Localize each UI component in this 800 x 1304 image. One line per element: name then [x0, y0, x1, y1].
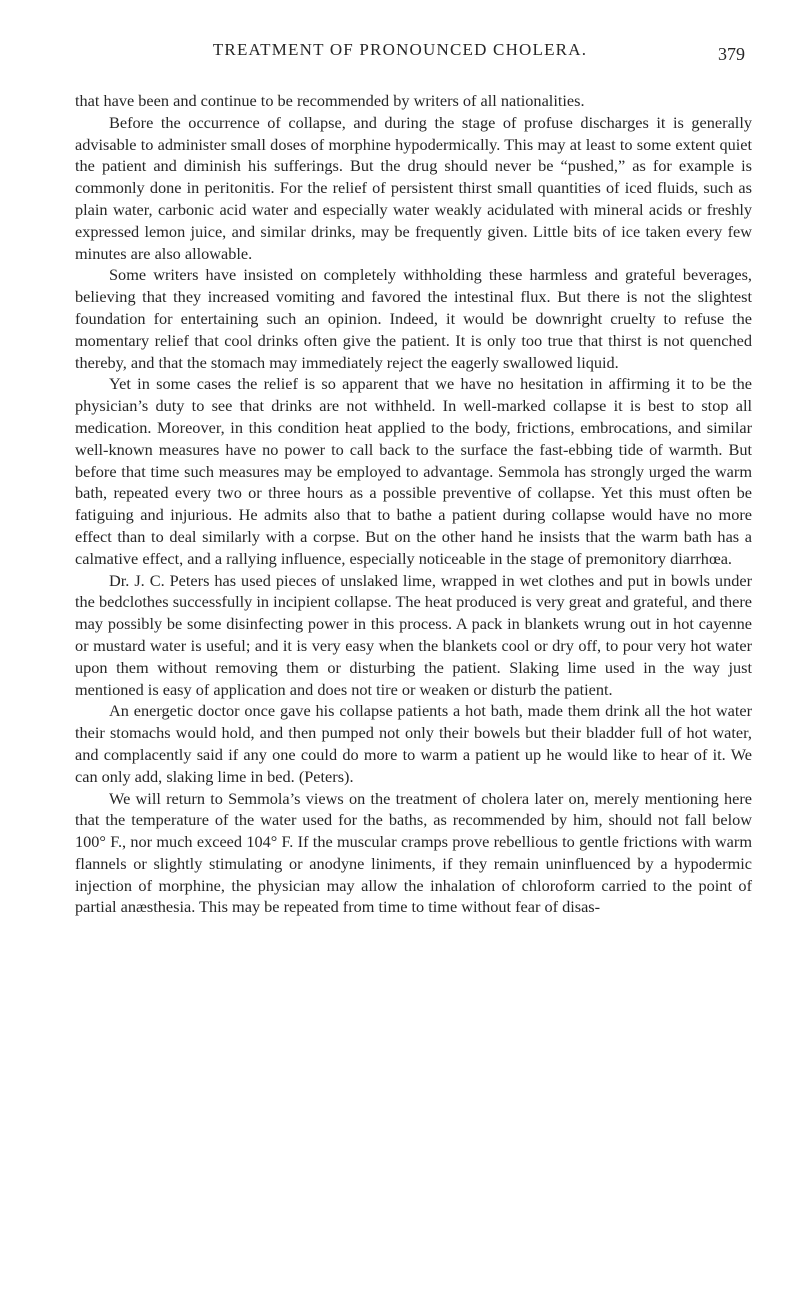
running-head	[0, 40, 800, 64]
paragraph-continued: that have been and continue to be recommended by writers of all nationalities.	[75, 91, 585, 110]
running-title: TREATMENT OF PRONOUNCED CHOLERA.	[212, 40, 588, 59]
paragraph: Some writers have insisted on completely withholding these harmless and grateful beverages, believing that they increased vomiting and favored the intestinal flux. But there is not the slightest foundation for entertaining such an opinion. Indeed, it would be downright cruelty to refuse the momentary relief that cool drinks often give the patient. It is only too true that thirst is not quenched thereby, and that the stomach may immediately reject the eagerly swallowed liquid.	[75, 265, 752, 372]
paragraph: Dr. J. C. Peters has used pieces of unslaked lime, wrapped in wet clothes and put in bowls under the bedclothes successfully in incipient collapse. The heat produced is very great and grateful, and there may possibly be some disinfecting power in this process. A pack in blankets wrung out in hot cayenne or mustard water is useful; and it is very easy when the blankets cool or dry off, to pour very hot water upon them without removing them or disturbing the patient. Slaking lime used in the way just mentioned is easy of application and does not tire or weaken or disturb the patient.	[75, 570, 752, 699]
body-text	[75, 90, 752, 918]
paragraph: An energetic doctor once gave his collapse patients a hot bath, made them drink all the hot water their stomachs would hold, and then pumped not only their bowels but their bladder full of hot water, and complacently said if any one could do more to warm a patient up he would like to hear of it. We can only add, slaking lime in bed. (Peters).	[75, 701, 752, 786]
paragraph: Before the occurrence of collapse, and during the stage of profuse discharges it is generally advisable to administer small doses of morphine hypodermically. This may at least to some extent quiet the patient and diminish his sufferings. But the drug should never be “pushed,” as for example is commonly done in peritonitis. For the relief of persistent thirst small quantities of iced fluids, such as plain water, carbonic acid water and especially water weakly acidulated with mineral acids or freshly expressed lemon juice, and similar drinks, may be frequently given. Little bits of ice taken every few minutes are also allowable.	[75, 112, 752, 263]
page-number: 379	[718, 44, 745, 64]
paragraph: We will return to Semmola’s views on the treatment of cholera later on, merely mentioning here that the temperature of the water used for the baths, as recommended by him, should not fall below 100° F., nor much exceed 104° F. If the muscular cramps prove rebellious to gentle frictions with warm flannels or slightly stimulating or anodyne liniments, if they remain uninfluenced by a hypodermic injection of morphine, the physician may allow the inhalation of chloroform carried to the point of partial anæsthesia. This may be repeated from time to time without fear of disas-	[75, 788, 752, 917]
paragraph: Yet in some cases the relief is so apparent that we have no hesitation in affirming it to be the physician’s duty to see that drinks are not withheld. In well-marked collapse it is best to stop all medication. Moreover, in this condition heat applied to the body, frictions, embrocations, and similar well-known measures have no power to call back to the surface the fast-ebbing tide of warmth. But before that time such measures may be employed to advantage. Semmola has strongly urged the warm bath, repeated every two or three hours as a possible preventive of collapse. Yet this must often be fatiguing and injurious. He admits also that to bathe a patient during collapse would have no more effect than to deal similarly with a corpse. But on the other hand he insists that the warm bath has a calmative effect, and a rallying influence, especially noticeable in the stage of premonitory diarrhœa.	[75, 374, 752, 568]
